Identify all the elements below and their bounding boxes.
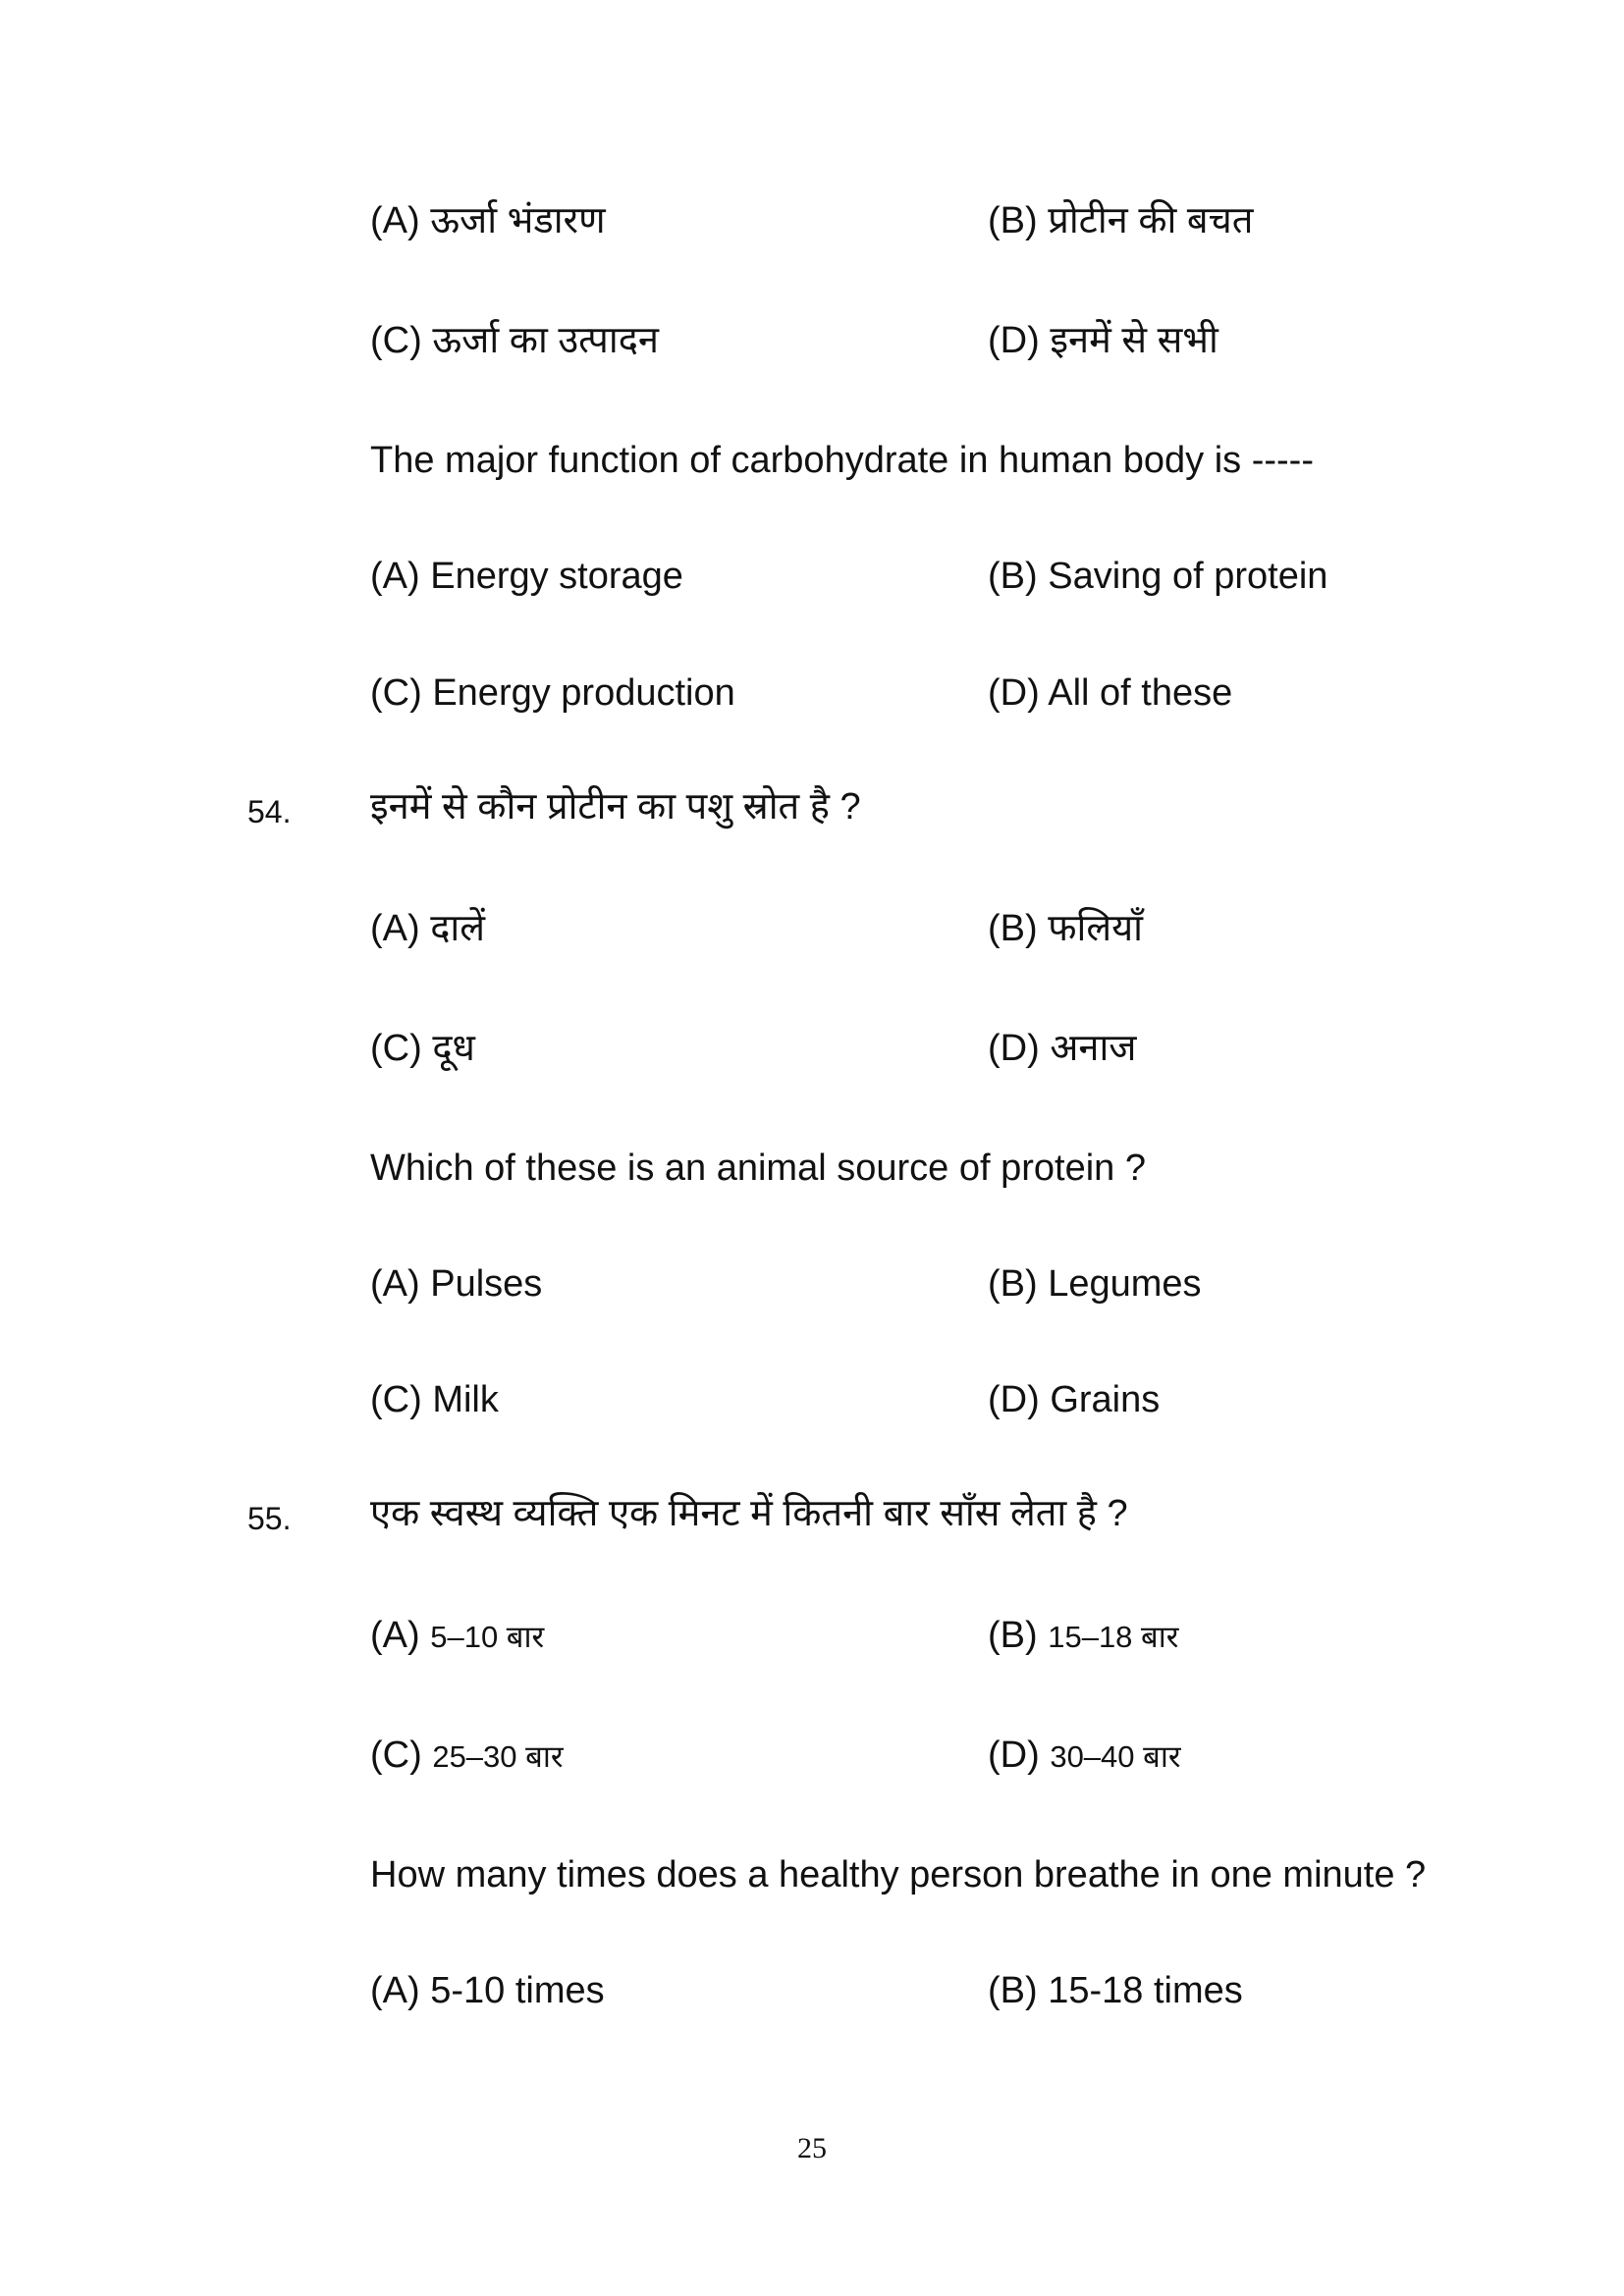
option-label: (C) — [370, 320, 422, 361]
option-text: Milk — [432, 1379, 499, 1420]
q55-english-option-a — [370, 1969, 605, 2012]
q54-hindi-option-a — [370, 907, 485, 950]
option-label: (B) — [988, 556, 1038, 597]
option-text: 5–10 बार — [430, 1620, 545, 1654]
page-number: 25 — [797, 2132, 827, 2164]
option-label: (A) — [370, 1263, 420, 1305]
option-label: (A) — [370, 908, 420, 949]
option-text: इनमें से सभी — [1050, 320, 1218, 361]
option-text: 25–30 बार — [432, 1739, 564, 1774]
question-number-54: 54. — [247, 794, 292, 829]
option-text: दूध — [432, 1028, 475, 1069]
q55-english-option-b — [988, 1969, 1243, 2012]
q54-english-option-c — [370, 1378, 499, 1421]
q55-hindi-option-a — [370, 1614, 544, 1659]
option-text: ऊर्जा का उत्पादन — [432, 320, 659, 361]
option-label: (D) — [988, 1028, 1040, 1069]
option-text: प्रोटीन की बचत — [1048, 200, 1254, 241]
option-label: (A) — [370, 556, 420, 597]
question-number-55: 55. — [247, 1501, 292, 1536]
q53-english-option-a — [370, 555, 683, 598]
option-text: अनाज — [1050, 1028, 1137, 1069]
q55-hindi-question: एक स्वस्थ व्यक्ति एक मिनट में कितनी बार साँस लेता है ? — [370, 1493, 1128, 1534]
option-label: (C) — [370, 1028, 422, 1069]
option-text: 15-18 times — [1048, 1970, 1243, 2011]
option-text: Saving of protein — [1048, 556, 1328, 597]
option-text: 15–18 बार — [1048, 1620, 1179, 1654]
option-label: (A) — [370, 200, 420, 241]
option-text: Energy storage — [430, 556, 683, 597]
q54-english-option-d — [988, 1378, 1160, 1421]
option-text: ऊर्जा भंडारण — [430, 200, 606, 241]
q54-hindi-option-d — [988, 1027, 1137, 1070]
option-label: (B) — [988, 1263, 1038, 1305]
option-label: (D) — [988, 320, 1040, 361]
option-label: (C) — [370, 1379, 422, 1420]
option-label: (B) — [988, 1615, 1038, 1656]
option-label: (C) — [370, 1735, 422, 1776]
option-text: दालें — [430, 908, 486, 949]
q53-english-option-d — [988, 671, 1232, 715]
option-label: (A) — [370, 1615, 420, 1656]
option-text: Energy production — [432, 672, 735, 714]
q55-hindi-option-b — [988, 1614, 1178, 1659]
q54-english-option-a — [370, 1262, 542, 1306]
q53-english-question: The major function of carbohydrate in human body is ----- — [370, 440, 1314, 481]
option-text: Legumes — [1048, 1263, 1202, 1305]
q53-hindi-option-d — [988, 319, 1218, 362]
q55-hindi-option-c — [370, 1734, 564, 1779]
option-text: 30–40 बार — [1050, 1739, 1181, 1774]
option-text: फलियाँ — [1048, 908, 1144, 949]
option-label: (C) — [370, 672, 422, 714]
q54-hindi-question: इनमें से कौन प्रोटीन का पशु स्रोत है ? — [370, 786, 861, 828]
option-label: (B) — [988, 1970, 1038, 2011]
option-text: 5-10 times — [430, 1970, 605, 2011]
option-text: Grains — [1050, 1379, 1161, 1420]
q55-hindi-option-d — [988, 1734, 1181, 1779]
q54-english-question: Which of these is an animal source of protein ? — [370, 1148, 1146, 1189]
q54-hindi-option-b — [988, 907, 1143, 950]
q55-english-question: How many times does a healthy person breathe in one minute ? — [370, 1854, 1427, 1896]
q53-english-option-c — [370, 671, 735, 715]
option-text: All of these — [1048, 672, 1233, 714]
option-label: (B) — [988, 200, 1038, 241]
option-text: Pulses — [430, 1263, 543, 1305]
q53-hindi-option-a — [370, 199, 606, 242]
q53-hindi-option-c — [370, 319, 659, 362]
q53-hindi-option-b — [988, 199, 1253, 242]
option-label: (D) — [988, 672, 1040, 714]
option-label: (D) — [988, 1735, 1040, 1776]
option-label: (D) — [988, 1379, 1040, 1420]
q53-english-option-b — [988, 555, 1327, 598]
option-label: (B) — [988, 908, 1038, 949]
q54-english-option-b — [988, 1262, 1202, 1306]
q54-hindi-option-c — [370, 1027, 475, 1070]
option-label: (A) — [370, 1970, 420, 2011]
